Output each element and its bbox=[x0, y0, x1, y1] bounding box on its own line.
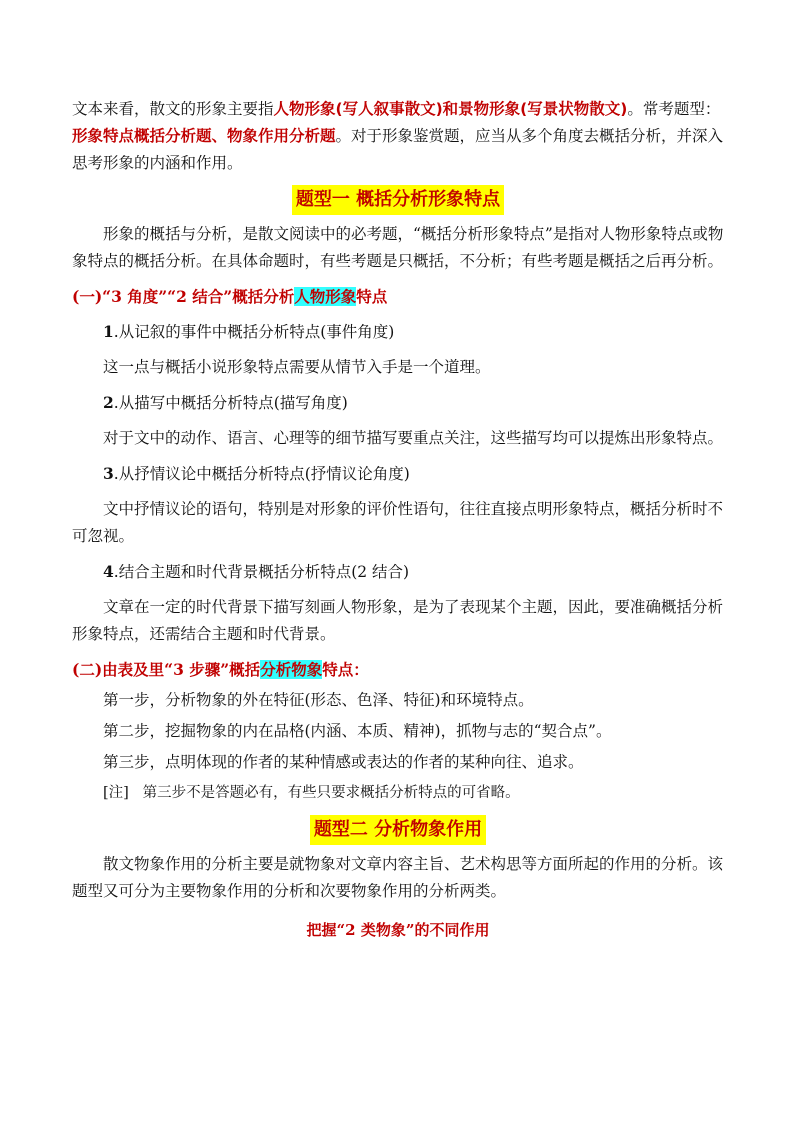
item-4-title bbox=[72, 558, 724, 586]
section-one-title bbox=[72, 283, 724, 310]
item-4-desc: 文章在一定的时代背景下描写刻画人物形象，是为了表现某个主题，因此，要准确概括分析形象特点，还需结合主题和时代背景。 bbox=[72, 598, 724, 643]
paragraph-one: 形象的概括与分析，是散文阅读中的必考题，“概括分析形象特点”是指对人物形象特点或物象特点的概括分析。在具体命题时，有些考题是只概括，不分析；有些考题是概括之后再分析。 bbox=[72, 225, 724, 270]
paragraph-two: 散文物象作用的分析主要是就物象对文章内容主旨、艺术构思等方面所起的作用的分析。该题型又可分为主要物象作用的分析和次要物象作用的分析两类。 bbox=[72, 855, 724, 900]
item-1-number: 1 bbox=[103, 322, 114, 341]
item-3-desc: 文中抒情议论的语句，特别是对形象的评价性语句，往往直接点明形象特点，概括分析时不可忽视。 bbox=[72, 500, 724, 545]
item-3-title-text: .从抒情议论中概括分析特点(抒情议论角度) bbox=[113, 465, 410, 483]
section-two-prefix: (二)由表及里“3 步骤”概括 bbox=[72, 660, 261, 679]
item-4-title-text: .结合主题和时代背景概括分析特点(2 结合) bbox=[113, 563, 410, 581]
section-two-highlight: 分析物象 bbox=[260, 660, 323, 679]
note-label: [注] bbox=[103, 785, 129, 801]
intro-emphasis-1: 人物形象(写人叙事散文)和景物形象(写景状物散文) bbox=[273, 100, 628, 118]
note-text: 第三步不是答题必有，有些只要求概括分析特点的可省略。 bbox=[142, 785, 520, 801]
intro-text-a: 文本来看，散文的形象主要指 bbox=[72, 100, 274, 118]
item-2-number: 2 bbox=[103, 393, 114, 412]
section-two-title bbox=[72, 656, 724, 683]
section-one-prefix: (一)“3 角度”“2 结合”概括分析 bbox=[72, 287, 295, 306]
item-2-desc: 对于文中的动作、语言、心理等的细节描写要重点关注，这些描写均可以提炼出形象特点。 bbox=[103, 429, 724, 447]
intro-emphasis-2: 形象特点概括分析题、物象作用分析题 bbox=[72, 127, 336, 145]
intro-text-c: 。对于形象鉴赏题，应当从多个角度去概括分析，并深入思考形象的内涵和作用。 bbox=[72, 127, 724, 172]
item-3-number: 3 bbox=[103, 464, 114, 483]
section-two-suffix: 特点： bbox=[322, 660, 369, 679]
item-4-number: 4 bbox=[103, 562, 114, 581]
document-content bbox=[72, 96, 724, 944]
intro-text-b: 。常考题型： bbox=[627, 100, 721, 118]
section-one-suffix: 特点 bbox=[356, 287, 388, 306]
subheading-two-types: 把握“2 类物象”的不同作用 bbox=[306, 921, 490, 939]
item-3-title bbox=[72, 460, 724, 488]
heading-type-one bbox=[72, 185, 724, 215]
step-2: 第二步，挖掘物象的内在品格(内涵、本质、精神)，抓物与志的“契合点”。 bbox=[103, 722, 612, 740]
item-2-title bbox=[72, 389, 724, 417]
heading-type-one-text: 题型一 概括分析形象特点 bbox=[292, 185, 504, 215]
item-1-title-text: .从记叙的事件中概括分析特点(事件角度) bbox=[113, 323, 395, 341]
note-line bbox=[72, 780, 724, 807]
step-1: 第一步，分析物象的外在特征(形态、色泽、特征)和环境特点。 bbox=[103, 691, 534, 709]
section-one-highlight: 人物形象 bbox=[294, 287, 357, 306]
item-2-title-text: .从描写中概括分析特点(描写角度) bbox=[113, 394, 348, 412]
item-1-title bbox=[72, 318, 724, 346]
heading-type-two bbox=[72, 815, 724, 845]
heading-type-two-text: 题型二 分析物象作用 bbox=[310, 815, 486, 845]
item-1-desc: 这一点与概括小说形象特点需要从情节入手是一个道理。 bbox=[103, 358, 491, 376]
intro-line-1 bbox=[72, 96, 724, 177]
step-3: 第三步，点明体现的作者的某种情感或表达的作者的某种向往、追求。 bbox=[103, 753, 584, 771]
